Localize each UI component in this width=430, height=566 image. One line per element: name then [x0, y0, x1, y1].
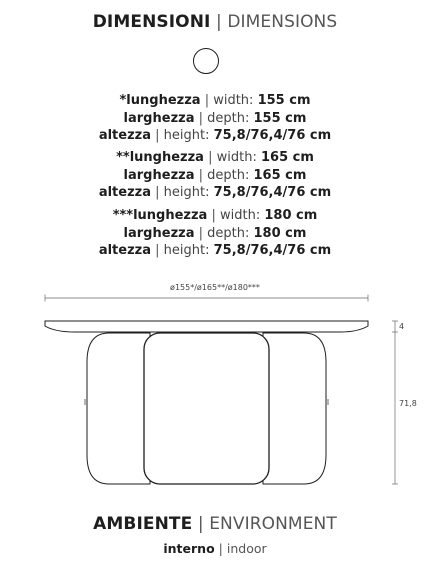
base-right-pod: [263, 333, 326, 484]
diameter-dimension-line: [45, 295, 368, 302]
spec-label-it: altezza: [98, 243, 151, 258]
spec-label-en: width:: [213, 93, 254, 108]
base-left-pod: [87, 333, 150, 484]
table-top: [45, 321, 368, 332]
heading-separator: |: [197, 514, 204, 534]
spec-value: 75,8/76,4/76 cm: [213, 243, 332, 258]
height-dimension-line: [392, 321, 398, 484]
spec-label-it: *lunghezza: [119, 93, 201, 108]
spec-label-en: depth:: [207, 167, 250, 183]
top-thickness-label: 4: [399, 322, 405, 331]
environment-value-it: interno: [163, 541, 215, 556]
leg-height-label: 71,8: [399, 399, 417, 408]
spec-value: 180 cm: [264, 208, 318, 223]
spec-label-it: **lunghezza: [116, 150, 204, 165]
diameter-label: ø155*/ø165**/ø180***: [170, 283, 260, 292]
spec-label-it: larghezza: [123, 225, 195, 241]
spec-label-it: altezza: [98, 185, 151, 200]
spec-value: 180 cm: [253, 225, 307, 241]
spec-label-it: ***lunghezza: [112, 208, 208, 223]
spec-label-it: larghezza: [123, 110, 195, 126]
spec-label-en: width:: [220, 208, 261, 223]
spec-label-it: larghezza: [123, 167, 195, 183]
spec-separator: |: [211, 208, 216, 223]
spec-separator: |: [204, 93, 210, 108]
environment-title-en: ENVIRONMENT: [209, 514, 337, 534]
spec-separator: |: [198, 225, 204, 241]
spec-value: 75,8/76,4/76 cm: [213, 128, 332, 143]
environment-value: [0, 541, 430, 556]
spec-separator: |: [155, 128, 160, 143]
spec-separator: |: [198, 167, 204, 183]
spec-label-en: depth:: [207, 110, 250, 126]
environment-value-en: indoor: [226, 541, 267, 556]
spec-value: 155 cm: [253, 110, 307, 126]
spec-value: 75,8/76,4/76 cm: [213, 185, 332, 200]
spec-separator: |: [155, 243, 160, 258]
environment-heading: [0, 514, 430, 534]
spec-separator: |: [198, 110, 204, 126]
spec-value: 165 cm: [253, 167, 307, 183]
environment-separator: |: [218, 541, 223, 556]
spec-separator: |: [208, 150, 213, 165]
dimensions-title-en: DIMENSIONS: [227, 12, 338, 32]
spec-label-en: depth:: [207, 225, 250, 241]
spec-label-en: height:: [163, 243, 210, 258]
spec-separator: |: [155, 185, 160, 200]
heading-separator: |: [216, 12, 222, 32]
environment-title-it: AMBIENTE: [93, 514, 193, 534]
base-center-pod: [144, 333, 269, 484]
spec-label-en: width:: [216, 150, 257, 165]
spec-value: 155 cm: [257, 93, 311, 108]
spec-label-en: height:: [163, 185, 210, 200]
spec-value: 165 cm: [260, 150, 314, 165]
spec-label-it: altezza: [98, 128, 151, 143]
dimensions-title-it: DIMENSIONI: [92, 12, 211, 32]
spec-label-en: height:: [163, 128, 210, 143]
